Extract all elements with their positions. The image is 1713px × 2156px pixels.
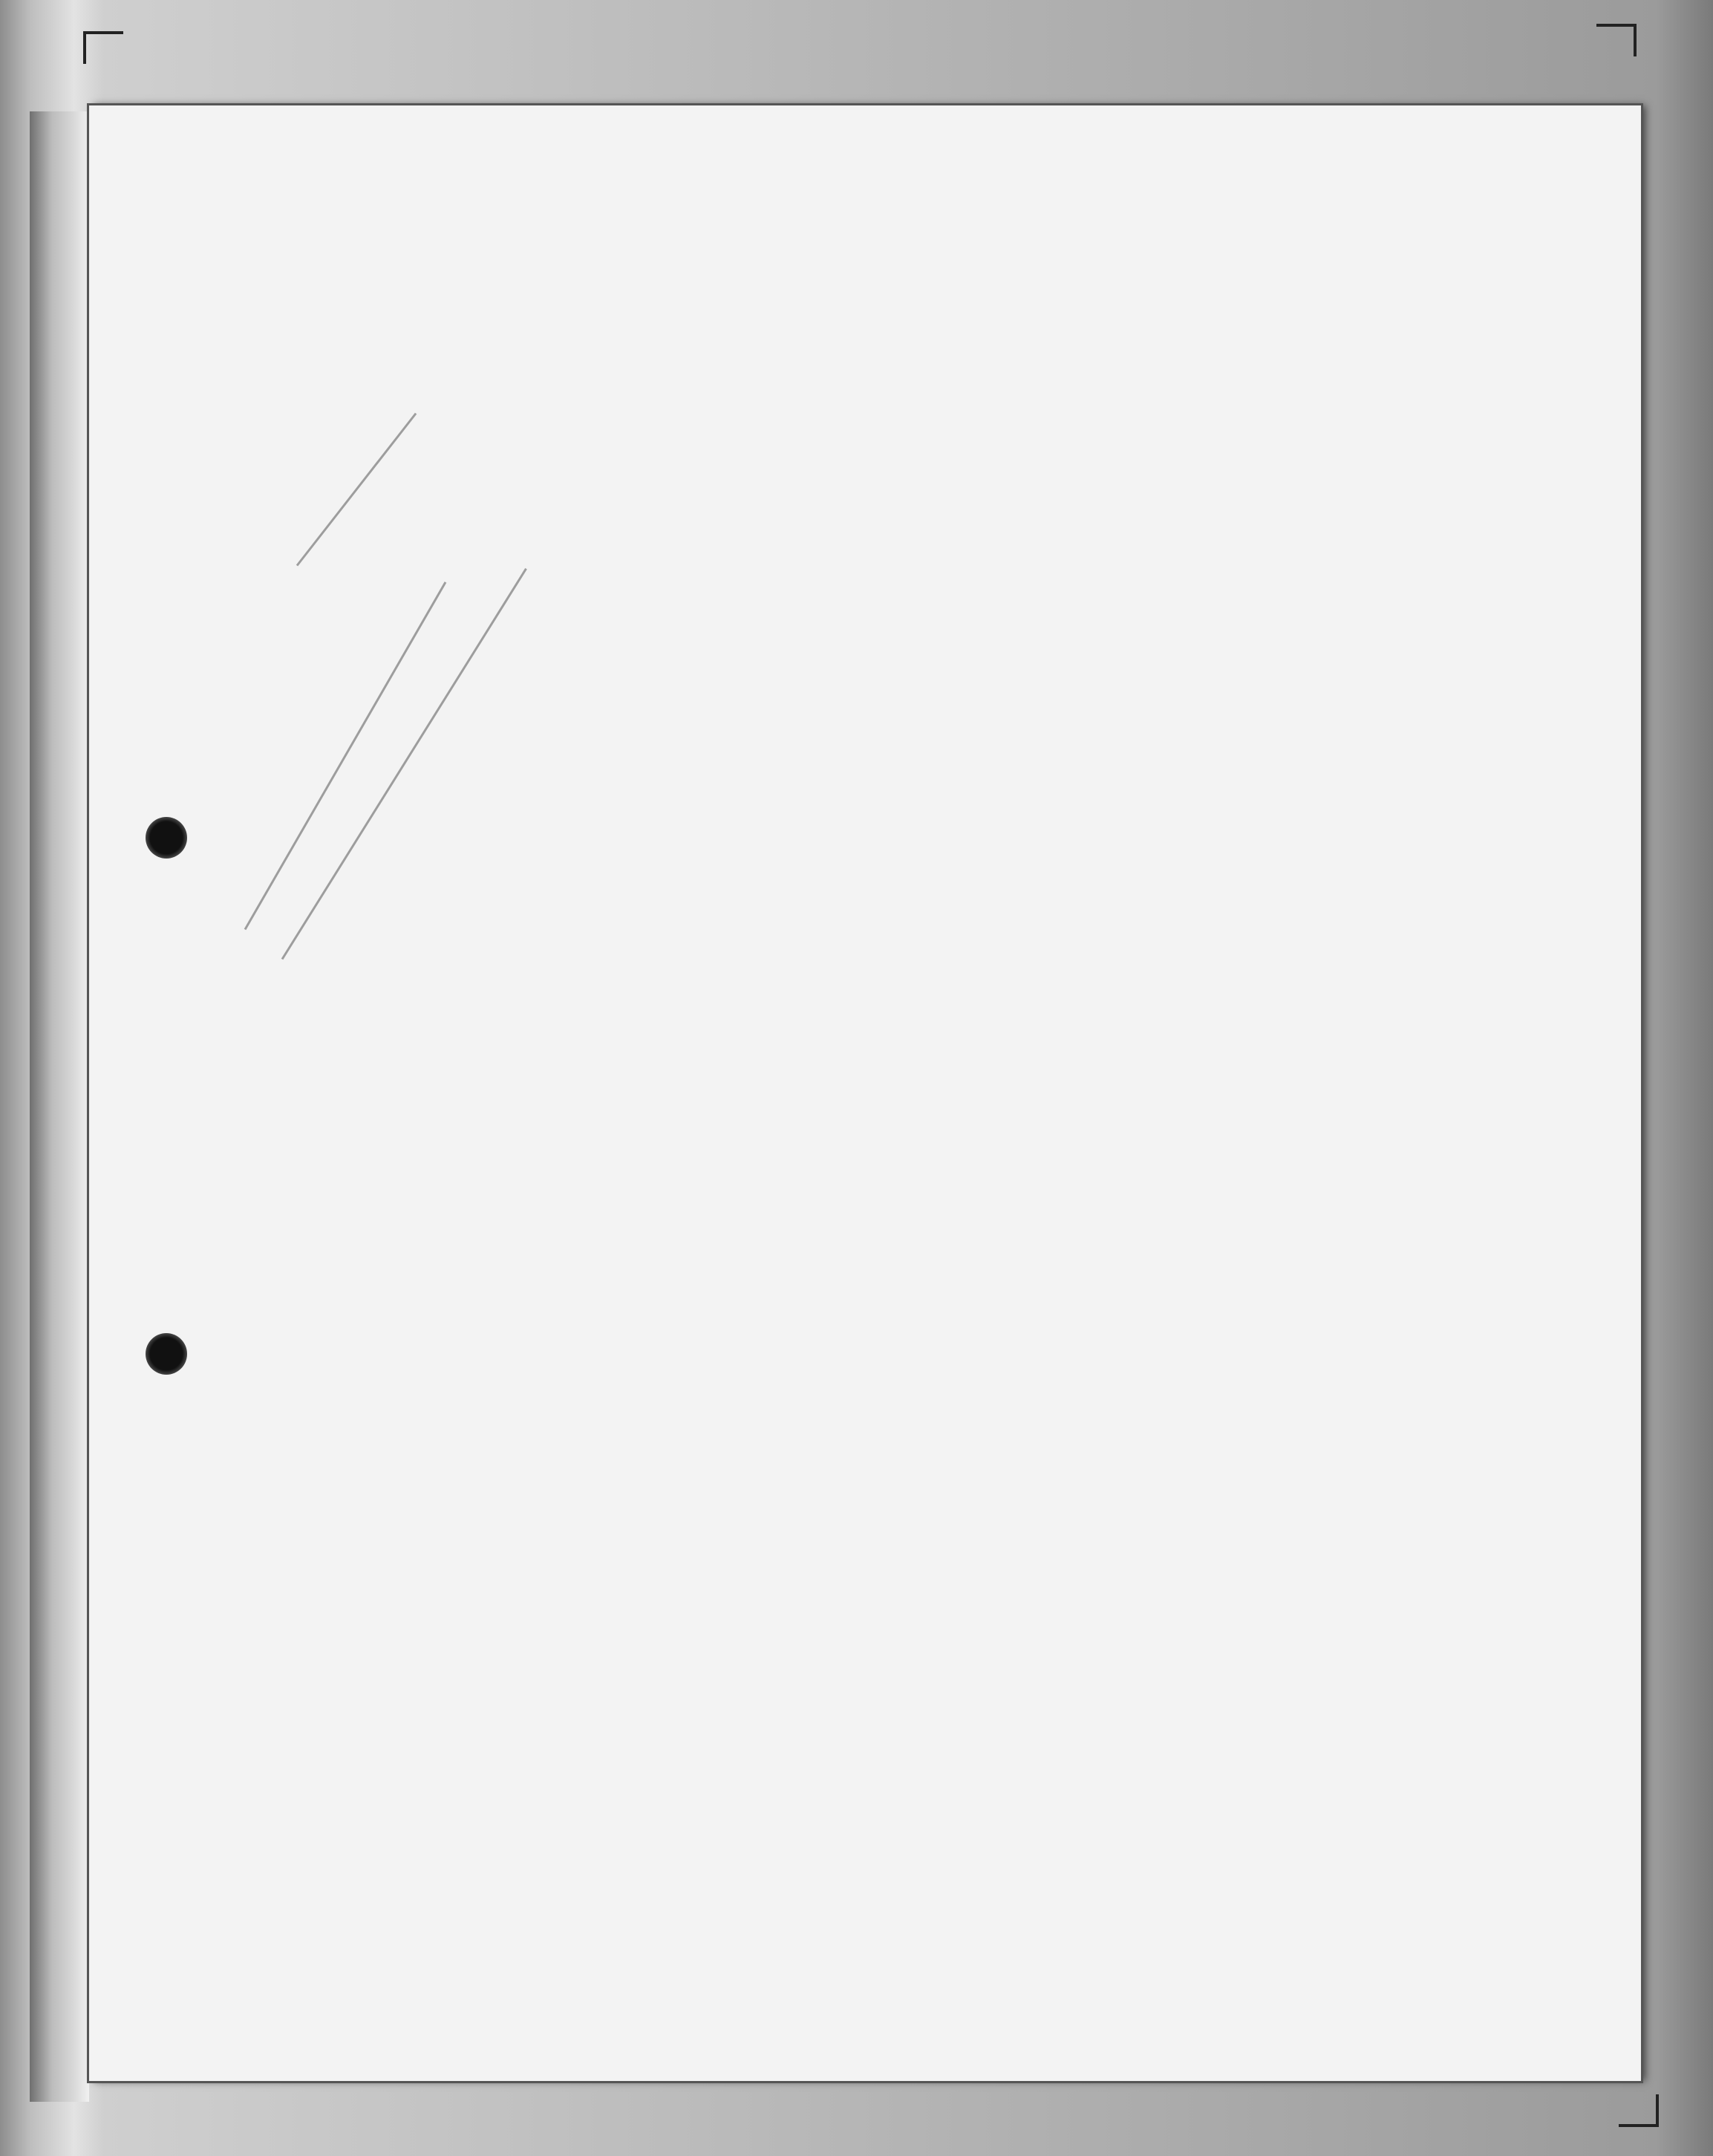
crop-mark-top-left [83, 31, 123, 64]
crop-mark-top-right [1596, 24, 1637, 56]
crop-mark-bottom-right [1619, 2094, 1659, 2127]
punch-hole-top [146, 817, 187, 859]
document-page [89, 105, 1641, 2081]
binder-edge [30, 111, 89, 2102]
punch-hole-bottom [146, 1333, 187, 1375]
